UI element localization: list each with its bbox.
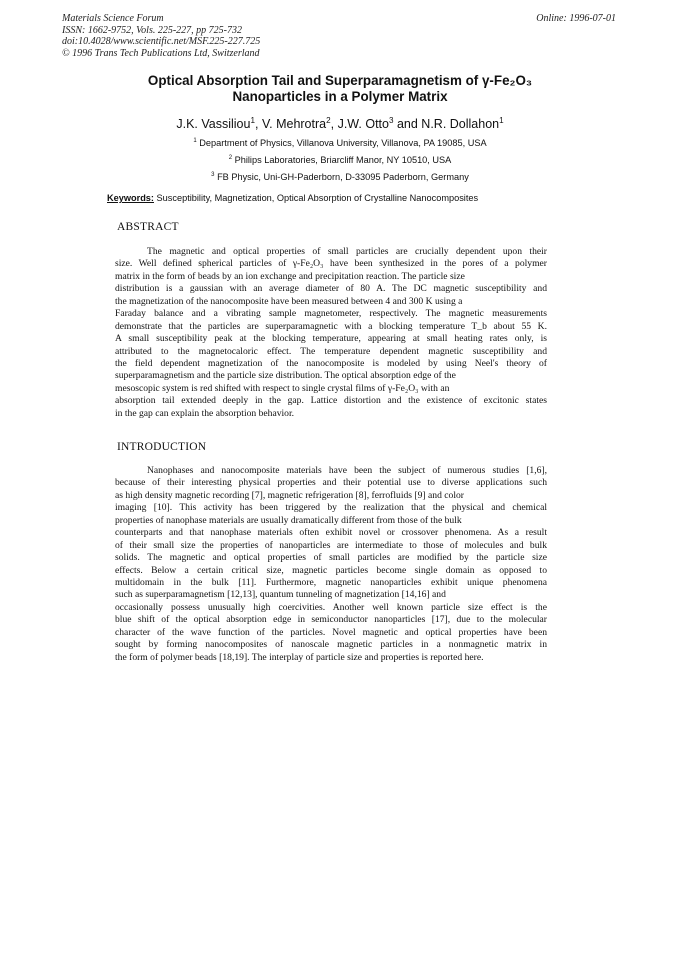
text-line: demonstrate that the particles are superparamagnetic with a blocking temperature T_b about 55 K. (115, 320, 547, 332)
text-line: the magnetization of the nanocomposite have been measured between 4 and 300 K using a (115, 295, 463, 307)
text-line: properties of nanophase materials are usually dramatically different from those of the bulk (115, 514, 462, 526)
text-line: imaging [10]. This activity has been triggered by the realization that the physical and chemical (115, 502, 547, 514)
introduction-heading: INTRODUCTION (117, 441, 207, 453)
author-separator: , (330, 117, 338, 131)
author-mark: 2 (326, 115, 331, 125)
text-line: occasionally possess unusually high coercivities. Another well known particle size effect is the (115, 601, 547, 613)
text-line: because of their interesting physical properties and their potential use to diverse applications such (115, 477, 547, 489)
text-line: the field dependent magnetization of the nanocomposite is modeled by using Neel's theory of (115, 357, 547, 369)
text-line: blue shift of the optical absorption edge in semiconductor nanoparticles [17], due to the molecular (115, 614, 547, 626)
text-line: distribution is a gaussian with an average diameter of 80 A. The DC magnetic susceptibility and (115, 283, 547, 295)
text-line: the form of polymer beads [18,19]. The interplay of particle size and properties is reported here. (115, 651, 484, 663)
author-name: J.W. Otto (337, 117, 389, 131)
author-name: J.K. Vassiliou (176, 117, 251, 131)
text-line: A small susceptibility peak at the blocking temperature, appearing at small heating rates only, is (115, 333, 547, 345)
text-line: Nanophases and nanocomposite materials have been the subject of numerous studies [1,6], (147, 465, 547, 476)
journal-name: Materials Science Forum (62, 13, 164, 24)
text-line: in the gap can explain the absorption behavior. (115, 407, 295, 419)
text-line: multidomain in the bulk [11]. Furthermore, magnetic nanoparticles exhibit unique phenomena (115, 576, 547, 588)
text-line: mesoscopic system is red shifted with respect to single crystal films of γ-Fe₂O₃ with an (115, 382, 450, 394)
author-separator: and (393, 117, 422, 131)
text-line: as high density magnetic recording [7], magnetic refrigeration [8], ferrofluids [9] and color (115, 489, 464, 501)
affiliation-1 (60, 138, 620, 149)
affiliation-text: FB Physic, Uni-GH-Paderborn, D-33095 Paderborn, Germany (217, 172, 469, 182)
affiliation-text: Department of Physics, Villanova University, Villanova, PA 19085, USA (199, 138, 487, 148)
text-line: attributed to the magnetocaloric effect. The temperature dependent magnetic susceptibility and (115, 345, 547, 357)
doi-line: doi:10.4028/www.scientific.net/MSF.225-227.725 (62, 36, 261, 48)
text-line: sought by forming nanocomposites of nanoscale magnetic particles in a nonmagnetic matrix in (115, 639, 547, 651)
title-line-1: Optical Absorption Tail and Superparamagnetism of γ-Fe₂O₃ (147, 73, 533, 88)
text-line: solids. The magnetic and optical properties of small particles are modified by the particle size (115, 552, 547, 564)
author-separator: , (254, 117, 262, 131)
text-line: of their small size the properties of nanoparticles are intermediate to those of molecules and bulk (115, 539, 547, 551)
copyright-line: © 1996 Trans Tech Publications Ltd, Switzerland (62, 47, 260, 59)
affiliation-text: Philips Laboratories, Briarcliff Manor, NY 10510, USA (234, 155, 452, 165)
text-line: character of the wave function of the particles. Novel magnetic and optical properties have been (115, 626, 547, 638)
author-mark: 1 (499, 115, 504, 125)
keywords-line (107, 193, 478, 204)
author-name: V. Mehrotra (261, 117, 327, 131)
publication-header (62, 13, 260, 59)
author-mark: 1 (250, 115, 255, 125)
text-line: size. Well defined spherical particles of γ-Fe₂O₃ have been synthesized in the pores of a polymer (115, 258, 547, 270)
text-line: superparamagnetism and the particle size distribution. The optical absorption edge of the (115, 370, 456, 382)
online-date: Online: 1996-07-01 (536, 13, 616, 24)
paper-title (60, 73, 620, 105)
text-line: effects. Below a certain critical size, magnetic particles become single domain as opposed to (115, 564, 547, 576)
author-name: N.R. Dollahon (421, 117, 500, 131)
introduction-body (115, 465, 547, 664)
abstract-body (115, 246, 547, 420)
keywords-label: Keywords: (107, 193, 154, 203)
affiliation-3 (60, 172, 620, 183)
text-line: counterparts and that nanophase materials often exhibit novel or crossover phenomena. As a result (115, 527, 547, 539)
text-line: matrix in the form of beads by an ion exchange and precipitation reaction. The particle size (115, 270, 465, 282)
text-line: such as superparamagnetism [12,13], quantum tunneling of magnetization [14,16] and (115, 589, 446, 601)
text-line: Faraday balance and a vibrating sample magnetometer, respectively. The magnetic measurements (115, 308, 547, 320)
affiliation-2 (60, 155, 620, 166)
affiliation-mark: 3 (211, 171, 215, 178)
text-line: absorption tail extended deeply in the gap. Lattice distortion and the existence of excitonic states (115, 395, 547, 407)
affiliation-mark: 1 (193, 137, 197, 144)
keywords-text: Susceptibility, Magnetization, Optical Absorption of Crystalline Nanocomposites (156, 193, 479, 203)
title-line-2: Nanoparticles in a Polymer Matrix (232, 89, 448, 104)
author-mark: 3 (388, 115, 394, 125)
affiliation-mark: 2 (228, 154, 233, 161)
abstract-heading: ABSTRACT (117, 221, 179, 233)
text-line: The magnetic and optical properties of small particles are crucially dependent upon their (147, 246, 547, 257)
author-list (60, 117, 620, 132)
issn-line: ISSN: 1662-9752, Vols. 225-227, pp 725-732 (62, 24, 242, 36)
